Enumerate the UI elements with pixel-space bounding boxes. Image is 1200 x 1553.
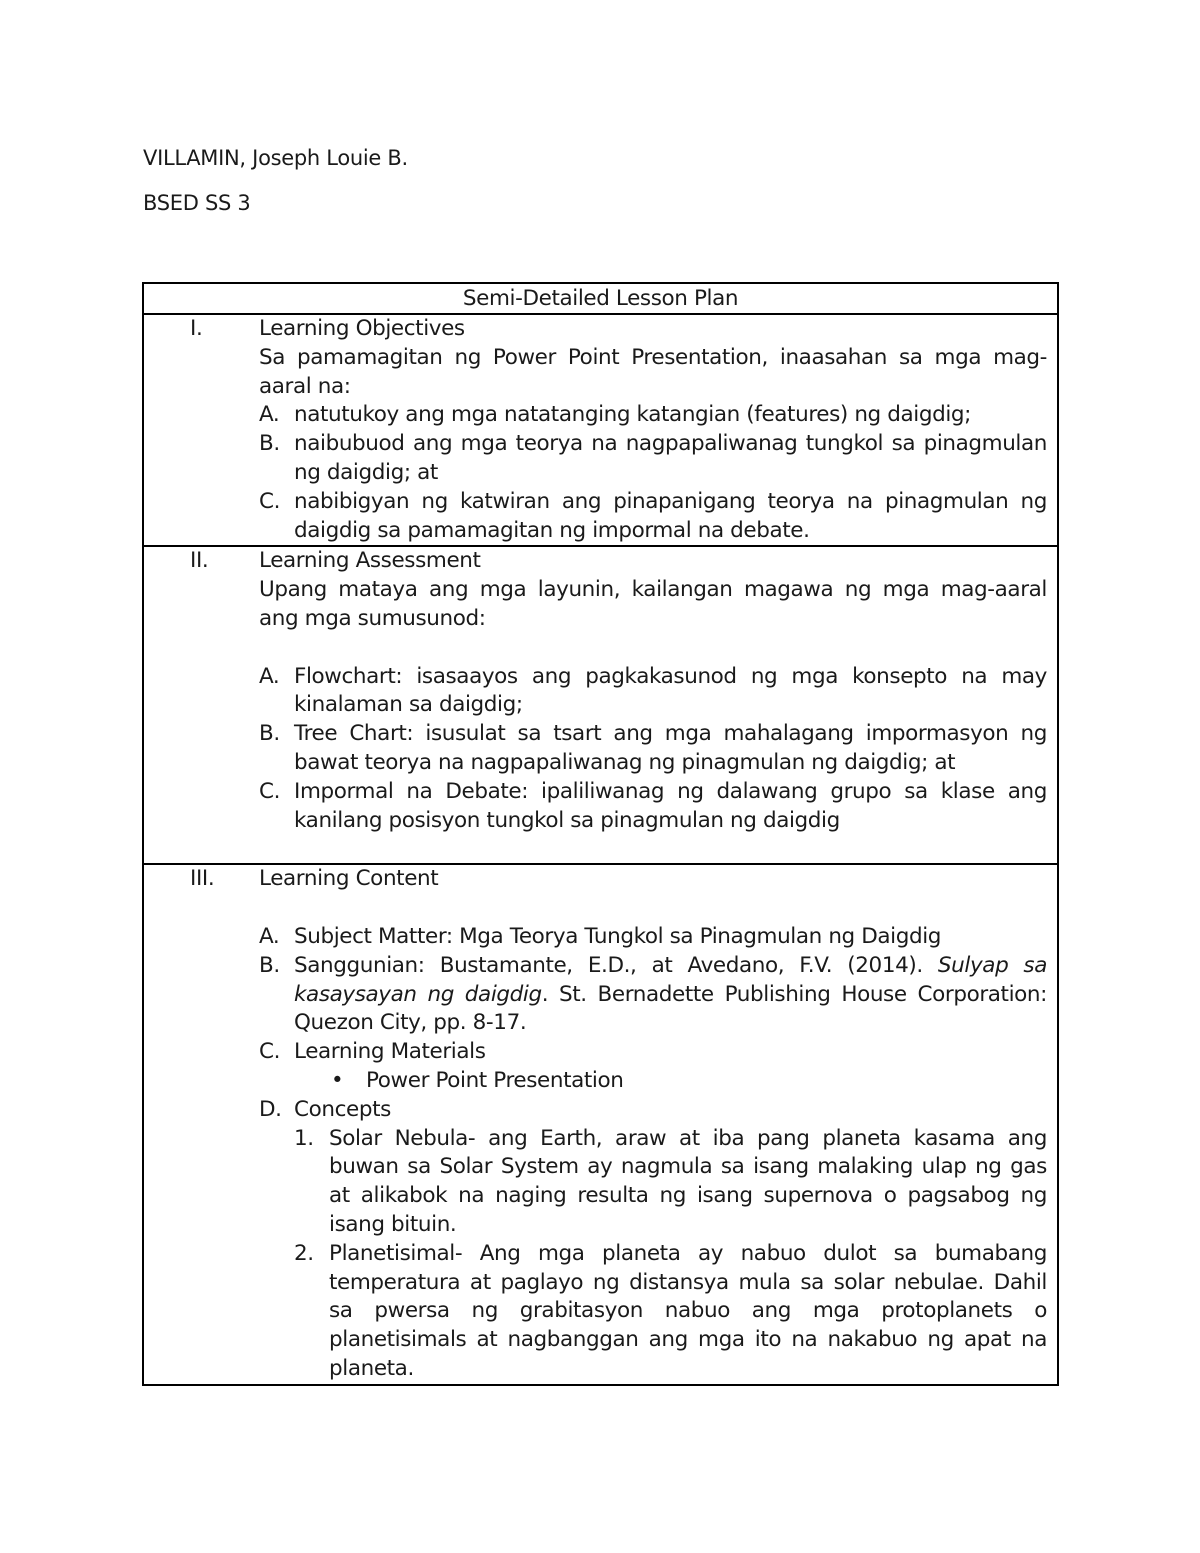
subject-matter-item — [259, 923, 1047, 952]
reference-title: Sulyap sa kasaysayan ng daigdig — [294, 952, 1047, 1007]
item-label: B. — [259, 431, 280, 457]
concept-text: Planetisimal- Ang mga planeta ay nabuo dulot sa bumabang temperatura at paglayo ng distansya mula sa solar nebulae. Dahil sa pwersa ng grabitasyon nabuo ang mga protoplanets o planetisimals at nagbanggan ang mga ito na nakabuo ng apat na planeta. — [329, 1240, 1047, 1381]
item-label: C. — [259, 1039, 281, 1065]
section-heading: Learning Objectives — [259, 316, 465, 341]
item-text: nabibigyan ng katwiran ang pinapanigang teorya na pinagmulan ng daigdig sa pamamagitan ng impormal na debate. — [294, 488, 1047, 543]
item-text: Concepts — [294, 1096, 391, 1122]
list-item — [259, 720, 1047, 778]
section-intro: Upang mataya ang mga layunin, kailangan magawa ng mga mag-aaral ang mga sumusunod: — [259, 577, 1047, 631]
item-text: Flowchart: isasaayos ang pagkakasunod ng mga konsepto na may kinalaman sa daigdig; — [294, 663, 1047, 718]
reference-suffix: . St. Bernadette Publishing House Corporation: Quezon City, pp. 8-17. — [294, 981, 1047, 1036]
reference-item — [259, 952, 1047, 1038]
section-intro: Sa pamamagitan ng Power Point Presentation, inaasahan sa mga mag-aaral na: — [259, 344, 1047, 399]
bullet-item — [259, 1067, 1047, 1096]
item-text: Impormal na Debate: ipaliliwanag ng dalawang grupo sa klase ang kanilang posisyon tungkol sa pinagmulan ng daigdig — [294, 778, 1047, 833]
item-label: D. — [259, 1096, 282, 1122]
item-text: Subject Matter: Mga Teorya Tungkol sa Pinagmulan ng Daigdig — [294, 923, 942, 949]
item-label: A. — [259, 923, 280, 949]
list-item — [259, 778, 1047, 836]
list-item — [259, 430, 1047, 488]
concept-number: 2. — [294, 1240, 314, 1266]
bullet-icon: • — [331, 1067, 344, 1093]
item-text: Tree Chart: isusulat sa tsart ang mga mahalagang impormasyon ng bawat teorya na nagpapaliwanag ng pinagmulan ng daigdig; at — [294, 721, 1047, 775]
author-name: VILLAMIN, Joseph Louie B. — [143, 146, 408, 170]
item-text: naibubuod ang mga teorya na nagpapaliwanag tungkol sa pinagmulan ng daigdig; at — [294, 431, 1047, 485]
concept-item — [259, 1125, 1047, 1240]
section-numeral: I. — [190, 316, 203, 341]
item-label: A. — [259, 402, 280, 428]
table-title: Semi-Detailed Lesson Plan — [144, 284, 1057, 315]
section-heading: Learning Content — [259, 866, 439, 892]
bullet-text: Power Point Presentation — [366, 1067, 624, 1093]
lesson-plan-table — [142, 282, 1059, 1386]
section-heading: Learning Assessment — [259, 548, 481, 574]
concept-number: 1. — [294, 1125, 314, 1151]
item-label: A. — [259, 663, 280, 689]
reference-prefix: Sanggunian: Bustamante, E.D., at Avedano, F.V. (2014). — [294, 952, 938, 978]
materials-item — [259, 1038, 1047, 1067]
concepts-item — [259, 1096, 1047, 1125]
list-item — [259, 401, 1047, 430]
reference-text — [294, 952, 1047, 1038]
section-learning-assessment — [144, 547, 1057, 865]
section-numeral: II. — [190, 548, 209, 574]
section-numeral: III. — [190, 866, 215, 892]
section-learning-content — [144, 865, 1057, 1383]
concept-item — [259, 1240, 1047, 1384]
section-learning-objectives — [144, 315, 1057, 547]
item-label: B. — [259, 721, 280, 747]
list-item — [259, 488, 1047, 546]
item-label: C. — [259, 778, 281, 804]
item-label: C. — [259, 488, 281, 514]
concept-text: Solar Nebula- ang Earth, araw at iba pang planeta kasama ang buwan sa Solar System ay nagmula sa isang malaking ulap ng gas at alikabok na naging resulta ng isang supernova o pagsabog ng isang bituin. — [329, 1125, 1047, 1237]
item-text: Learning Materials — [294, 1039, 486, 1065]
item-label: B. — [259, 952, 280, 978]
item-text: natutukoy ang mga natatanging katangian (features) ng daigdig; — [294, 402, 971, 428]
list-item — [259, 663, 1047, 721]
course-section: BSED SS 3 — [143, 191, 251, 215]
